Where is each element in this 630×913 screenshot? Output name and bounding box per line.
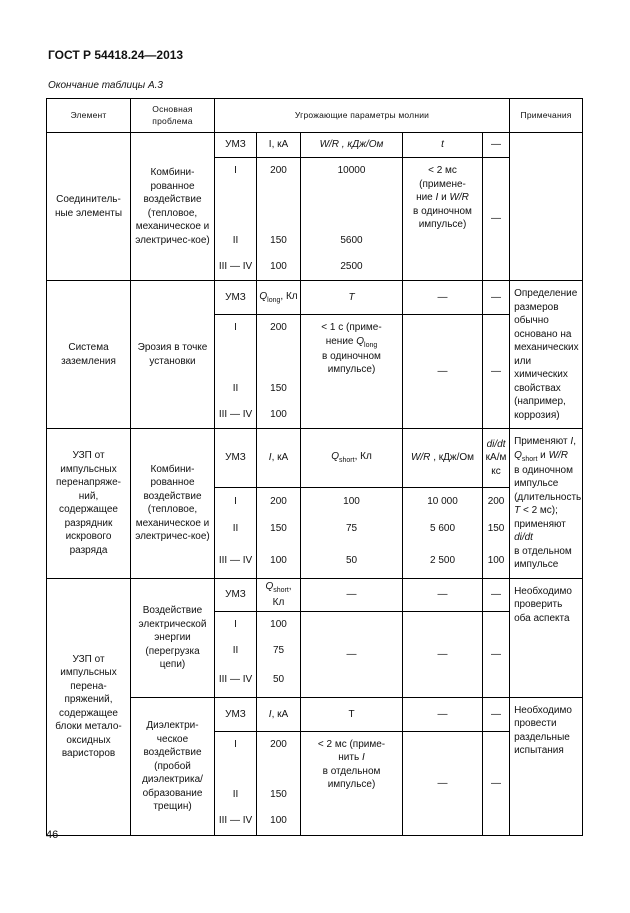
notes-cell: Определение размеров обычно основано на механических или химических свойствах (например, коррозия) [510, 281, 583, 429]
value-cell: 5 600 [403, 515, 483, 543]
element-cell: Соединитель-ные элементы [47, 133, 131, 281]
param-header-cell: T [301, 697, 403, 731]
param-header-cell: УМЗ [215, 281, 257, 315]
level-cell: II [215, 781, 257, 807]
param-header-cell: УМЗ [215, 578, 257, 611]
level-cell: II [215, 515, 257, 543]
value-cell: — [403, 611, 483, 697]
value-cell: 100 [483, 543, 510, 578]
page-number: 46 [46, 829, 59, 841]
param-header-cell: — [483, 133, 510, 158]
value-cell: 100 [257, 402, 301, 429]
problem-cell: Эрозия в точке установки [131, 281, 215, 429]
param-header-cell: T [301, 281, 403, 315]
document-id: ГОСТ Р 54418.24—2013 [48, 48, 184, 62]
value-cell: 200 [257, 731, 301, 781]
value-cell: 100 [257, 543, 301, 578]
param-header-cell: $Q_{short}$, Кл [301, 429, 403, 488]
problem-cell: Комбини-рованное воздействие (тепловое, механическое и электричес-кое) [131, 133, 215, 281]
table-row [47, 133, 583, 158]
value-cell: 200 [483, 487, 510, 515]
level-cell: III — IV [215, 807, 257, 835]
value-cell: 2500 [301, 254, 403, 281]
param-header-cell: $Q_{long}$, Кл [257, 281, 301, 315]
value-cell: 200 [257, 315, 301, 376]
value-cell: — [483, 158, 510, 281]
param-header-cell: di/dt кА/м кс [483, 429, 510, 488]
col-header-problem: Основная проблема [131, 99, 215, 133]
element-cell: УЗП от импульсных перена-пряжений, содержащее блоки метало-оксидных варисторов [47, 578, 131, 835]
notes-cell: Необходимо проверить оба аспекта [510, 578, 583, 697]
col-header-element: Элемент [47, 99, 131, 133]
param-header-cell: — [403, 578, 483, 611]
param-header-cell: — [301, 578, 403, 611]
param-header-cell: — [483, 281, 510, 315]
table-row [47, 578, 583, 611]
value-cell: 75 [301, 515, 403, 543]
value-cell: — [301, 611, 403, 697]
level-cell: I [215, 731, 257, 781]
param-header-cell: УМЗ [215, 429, 257, 488]
value-cell: < 2 мс (примене- ние I и W/R в одиночном импульсе) [403, 158, 483, 281]
level-cell: II [215, 228, 257, 254]
value-cell: 150 [257, 781, 301, 807]
param-header-cell: — [403, 697, 483, 731]
value-cell: 100 [257, 611, 301, 637]
value-cell: 100 [257, 254, 301, 281]
value-cell: 75 [257, 637, 301, 663]
value-cell: 10000 [301, 158, 403, 228]
param-header-cell: I, кА [257, 429, 301, 488]
notes-cell [510, 133, 583, 281]
level-cell: I [215, 487, 257, 515]
level-cell: III — IV [215, 402, 257, 429]
value-cell: < 1 с (приме- нение $Q_{long}$ в одиночном импульсе) [301, 315, 403, 429]
value-cell: 200 [257, 487, 301, 515]
param-header-cell: I, кА [257, 133, 301, 158]
level-cell: I [215, 611, 257, 637]
value-cell: < 2 мс (приме- нить I в отдельном импульсе) [301, 731, 403, 835]
table-caption: Окончание таблицы А.3 [48, 80, 163, 91]
parameters-table [46, 98, 583, 836]
level-cell: I [215, 158, 257, 228]
value-cell: 150 [483, 515, 510, 543]
value-cell: 50 [301, 543, 403, 578]
problem-cell: Комбини-рованное воздействие (тепловое, механическое и электричес-кое) [131, 429, 215, 579]
level-cell: I [215, 315, 257, 376]
value-cell: 50 [257, 663, 301, 697]
value-cell: 200 [257, 158, 301, 228]
value-cell: 5600 [301, 228, 403, 254]
value-cell: 150 [257, 515, 301, 543]
level-cell: II [215, 637, 257, 663]
value-cell: 10 000 [403, 487, 483, 515]
value-cell: — [403, 731, 483, 835]
element-cell: Система заземления [47, 281, 131, 429]
value-cell: — [403, 315, 483, 429]
level-cell: II [215, 376, 257, 402]
col-header-params: Угрожающие параметры молнии [215, 99, 510, 133]
element-cell: УЗП от импульсных перенапряже-ний, содержащее разрядник искрового разряда [47, 429, 131, 579]
col-header-notes: Примечания [510, 99, 583, 133]
param-header-cell: УМЗ [215, 697, 257, 731]
value-cell: — [483, 315, 510, 429]
param-header-cell: — [483, 578, 510, 611]
table-row [47, 429, 583, 488]
level-cell: III — IV [215, 543, 257, 578]
table-row [47, 281, 583, 315]
value-cell: 150 [257, 376, 301, 402]
value-cell: 100 [257, 807, 301, 835]
value-cell: 2 500 [403, 543, 483, 578]
param-header-cell: t [403, 133, 483, 158]
param-header-cell: УМЗ [215, 133, 257, 158]
param-header-cell: I, кА [257, 697, 301, 731]
value-cell: 150 [257, 228, 301, 254]
value-cell: — [483, 611, 510, 697]
notes-cell: Необходимо провести раздельные испытания [510, 697, 583, 835]
param-header-cell: W/R , кДж/Ом [403, 429, 483, 488]
level-cell: III — IV [215, 254, 257, 281]
value-cell: — [483, 731, 510, 835]
problem-cell: Диэлектри-ческое воздействие (пробой диэлектрика/ образование трещин) [131, 697, 215, 835]
param-header-cell: — [403, 281, 483, 315]
notes-cell: Применяют I, $Q_{short}$ и W/R в одиночном импульсе (длительность T < 2 мс); применяют di/dt в отдельном импульсе [510, 429, 583, 579]
level-cell: III — IV [215, 663, 257, 697]
table-header-row [47, 99, 583, 133]
problem-cell: Воздействие электрической энергии (перегрузка цепи) [131, 578, 215, 697]
value-cell: 100 [301, 487, 403, 515]
param-header-cell: — [483, 697, 510, 731]
param-header-cell: $Q_{short}$, Кл [257, 578, 301, 611]
param-header-cell: W/R , кДж/Ом [301, 133, 403, 158]
